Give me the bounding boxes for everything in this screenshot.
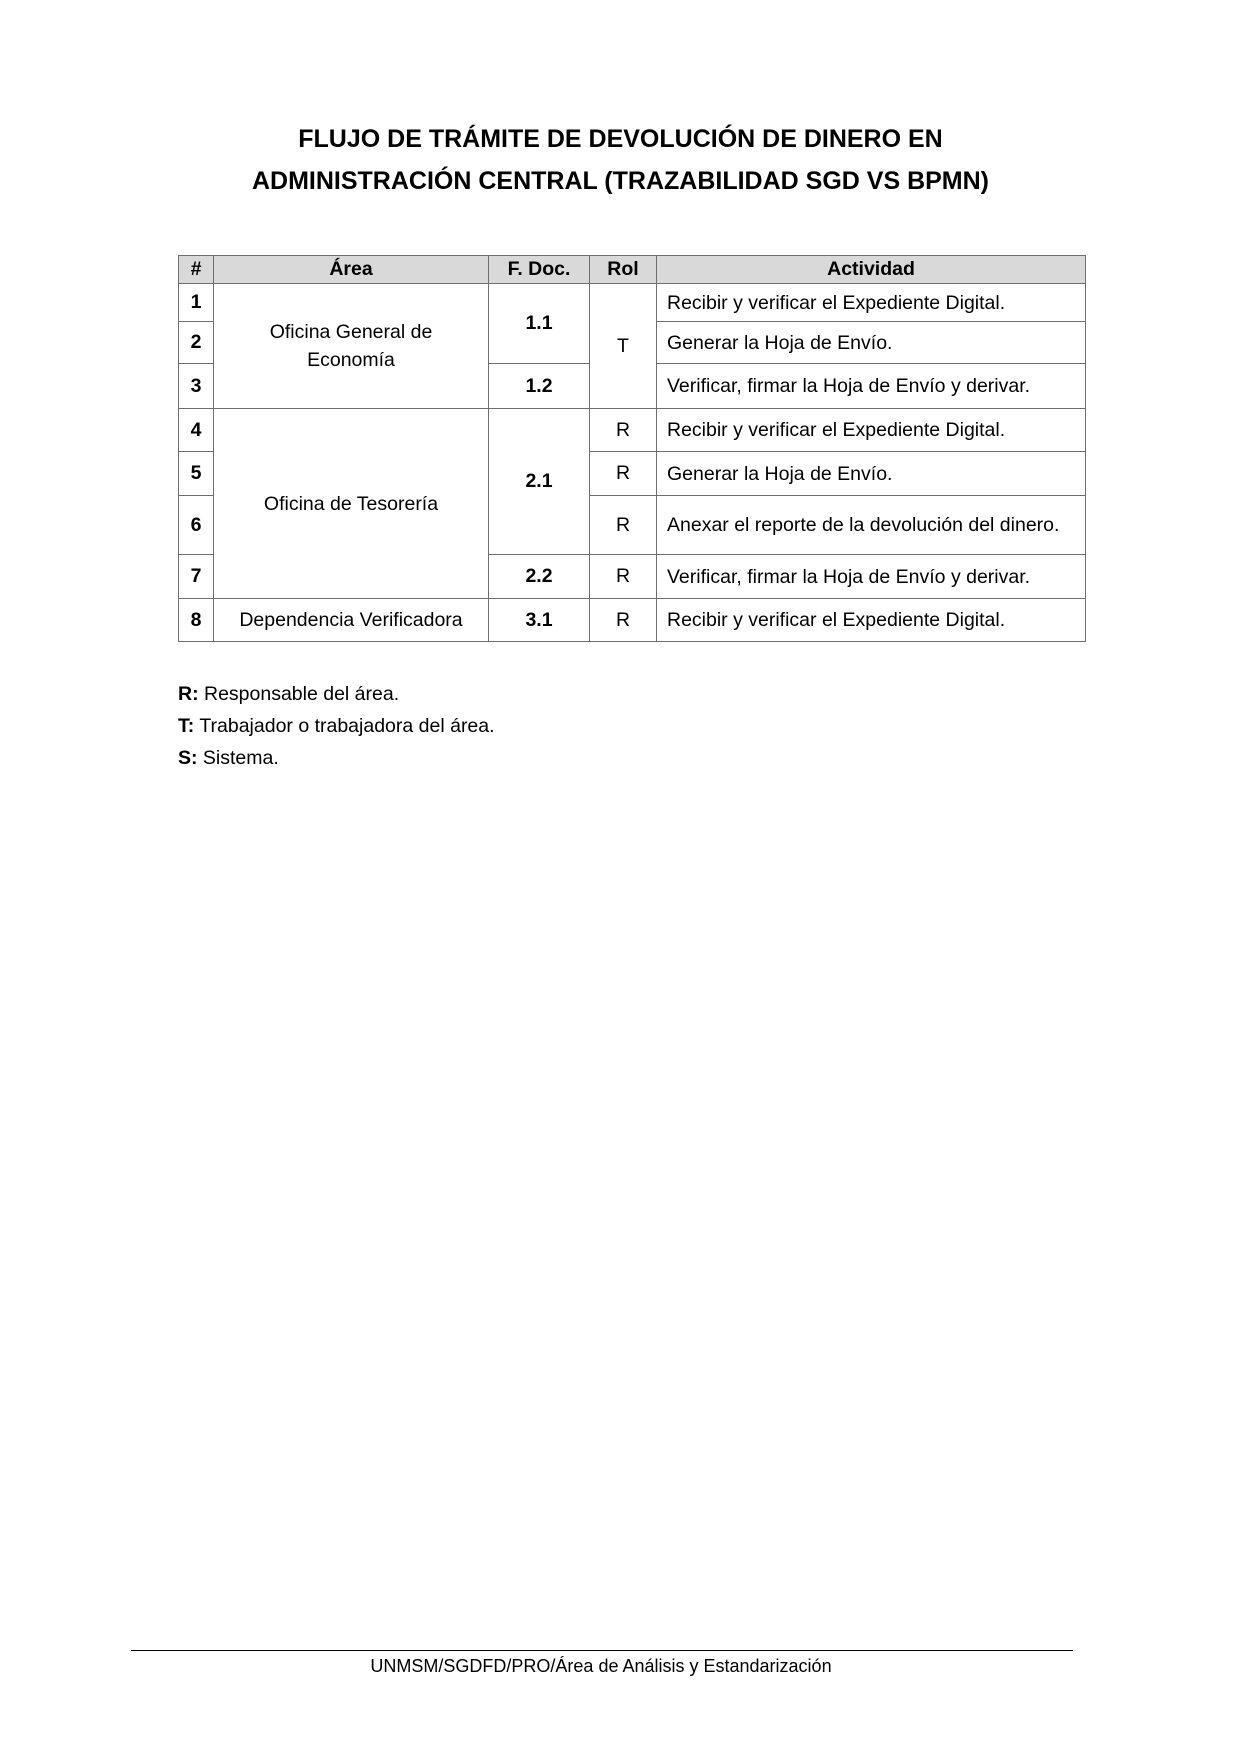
row-number: 7 — [179, 555, 214, 599]
header-actividad: Actividad — [657, 256, 1086, 284]
activity-cell: Anexar el reporte de la devolución del dinero. — [657, 496, 1086, 555]
title-line-2: ADMINISTRACIÓN CENTRAL (TRAZABILIDAD SGD VS BPMN) — [251, 167, 989, 195]
header-rol: Rol — [590, 256, 657, 284]
footer-divider — [131, 1650, 1073, 1651]
row-number: 8 — [179, 599, 214, 642]
legend-text: Trabajador o trabajadora del área. — [199, 715, 495, 737]
table-row — [179, 599, 1086, 642]
row-number: 1 — [179, 284, 214, 322]
rol-cell: R — [590, 599, 657, 642]
legend-text: Sistema. — [202, 747, 279, 769]
area-cell: Oficina General de Economía — [214, 284, 489, 409]
legend-text: Responsable del área. — [204, 683, 400, 705]
area-cell: Dependencia Verificadora — [214, 599, 489, 642]
activity-cell: Recibir y verificar el Expediente Digital. — [657, 599, 1086, 642]
activity-cell: Recibir y verificar el Expediente Digital. — [657, 284, 1086, 322]
table-header-row — [179, 256, 1086, 284]
table-row — [179, 284, 1086, 322]
legend-key: T: — [178, 715, 195, 737]
header-area: Área — [214, 256, 489, 284]
row-number: 6 — [179, 496, 214, 555]
activity-cell: Generar la Hoja de Envío. — [657, 452, 1086, 496]
row-number: 2 — [179, 322, 214, 364]
rol-cell: R — [590, 452, 657, 496]
document-title — [0, 118, 1241, 202]
fdoc-cell: 1.2 — [489, 364, 590, 409]
legend-item — [178, 678, 495, 710]
role-legend — [178, 678, 495, 774]
title-line-1: FLUJO DE TRÁMITE DE DEVOLUCIÓN DE DINERO EN — [298, 125, 943, 153]
activity-table — [178, 255, 1086, 642]
legend-key: S: — [178, 747, 198, 769]
rol-cell: R — [590, 409, 657, 452]
page-footer: UNMSM/SGDFD/PRO/Área de Análisis y Estandarización — [370, 1656, 832, 1676]
legend-item — [178, 742, 495, 774]
rol-cell: R — [590, 555, 657, 599]
activity-cell: Generar la Hoja de Envío. — [657, 322, 1086, 364]
table-row — [179, 409, 1086, 452]
rol-cell: R — [590, 496, 657, 555]
row-number: 4 — [179, 409, 214, 452]
legend-item — [178, 710, 495, 742]
legend-key: R: — [178, 683, 199, 705]
fdoc-cell: 3.1 — [489, 599, 590, 642]
activity-cell: Verificar, firmar la Hoja de Envío y derivar. — [657, 364, 1086, 409]
rol-cell: T — [590, 284, 657, 409]
row-number: 3 — [179, 364, 214, 409]
fdoc-cell: 1.1 — [489, 284, 590, 364]
header-fdoc: F. Doc. — [489, 256, 590, 284]
fdoc-cell: 2.1 — [489, 409, 590, 555]
header-num: # — [179, 256, 214, 284]
fdoc-cell: 2.2 — [489, 555, 590, 599]
row-number: 5 — [179, 452, 214, 496]
area-cell: Oficina de Tesorería — [214, 409, 489, 599]
activity-cell: Recibir y verificar el Expediente Digital. — [657, 409, 1086, 452]
activity-cell: Verificar, firmar la Hoja de Envío y derivar. — [657, 555, 1086, 599]
